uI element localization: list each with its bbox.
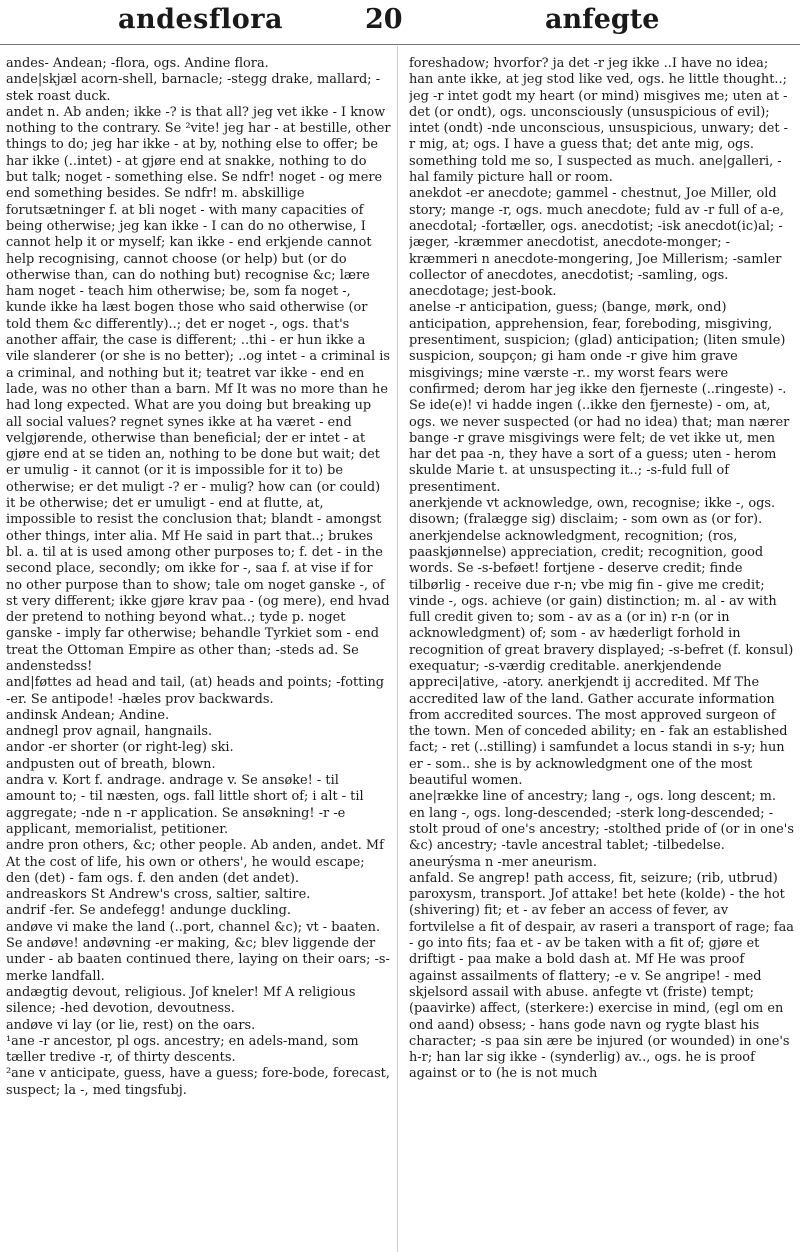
left-column (6, 56, 391, 1248)
header-rule (0, 44, 800, 45)
dictionary-entry: andes- Andean; -flora, ogs. Andine flora. (6, 56, 269, 71)
right-guide-word: anfegte (545, 4, 660, 35)
dictionary-entry: anekdot -er anecdote; gammel - chestnut, Joe Miller, old story; mange -r, ogs. much anecdote; fuld av -r full of a-e, anecdotal; -fortæller, ogs. anecdotist; -isk anecdot(ic)al; -jæger, -kræmmer anecdotist, anecdote-monger; -kræmmeri n anecdote-mongering, Joe Millerism; -samler collector of anecdotes, anecdotist; -samling, ogs. anecdotage; jest-book. (409, 186, 785, 300)
dictionary-entry: andet n. Ab anden; ikke -? is that all? jeg vet ikke - I know nothing to the contrary. Se ²vite! jeg har - at bestille, other things to do; jeg har ikke - at by, nothing else to offer; be har ikke (..intet) - at gjøre end at snakke, nothing to do but talk; noget - something else. Se ndfr! noget - og mere end something besides. Se ndfr! m. abskillige forutsætninger f. at bli noget - with many capacities of being otherwise; jeg kan ikke - I can do no otherwise, I cannot help it or myself; kan ikke - end erkjende cannot help recognising, cannot choose (or help) but (or do otherwise than, can do nothing but) recognise &c; lære ham noget - teach him otherwise; be, som fa noget -, kunde ikke ha læst bogen those who said otherwise (or told them &c differently)..; det er noget -, ogs. that's another affair, the case is different; ..thi - er hun ikke a vile slanderer (or she is no better); ..og intet - a criminal is a criminal, and nothing but it; teatret var ikke - end en lade, was no other than a barn. Mf It was no more than he had long expected. What are you doing but breaking up all social values? regnet synes ikke at ha været - end velgjørende, otherwise than beneficial; der er intet - at gjøre end at se tiden an, nothing to be done but wait; det er umulig - it cannot (or it is impossible for it to) be otherwise; er det muligt -? er - mulig? how can (or could) it be otherwise; det er umuligt - end at flutte, at, impossible to resist the conclusion that; blandt - amongst other things, inter alia. Mf He said in part that..; brukes bl. a. til at is used among other purposes to; f. det - in the second place, secondly; om ikke for -, saa f. at vise if for no other purpose than to show; tale om noget ganske -, of st very different; ikke gjøre krav paa - (og mere), end hvad der pretend to nothing beyond what..; tyde p. noget ganske - imply far otherwise; behandle Tyrkiet som - end treat the Ottoman Empire as other than; -steds ad. Se andenstedss! (6, 104, 391, 674)
right-column (409, 56, 794, 1248)
dictionary-entry: anelse -r anticipation, guess; (bange, mørk, ond) anticipation, apprehension, fear, foreboding, misgiving, presentiment, suspicion; (glad) anticipation; (liten smule) suspicion, soupçon; gi ham onde -r give him grave misgivings; mine værste -r.. my worst fears were confirmed; derom har jeg ikke den fjerneste (..ringeste) -. Se ide(e)! vi hadde ingen (..ikke den fjerneste) - om, at, ogs. we never suspected (or had no idea) that; man nærer bange -r grave misgivings were felt; de vet ikke ut, men har det paa -n, they have a sort of a guess; uten - herom skulde Marie t. at unsuspecting it..; -s-fuld full of presentiment. (409, 300, 790, 495)
dictionary-entry: ande|skjæl acorn-shell, barnacle; -stegg drake, mallard; -stek roast duck. (6, 72, 381, 104)
dictionary-entry: andpusten out of breath, blown. (6, 756, 216, 772)
dictionary-entry: anerkjende vt acknowledge, own, recognise; ikke -, ogs. disown; (fralægge sig) disclaim; - som own as (or for). anerkjendelse acknowledgment, recognition; (ros, paaskjønnelse) appreciation, credit; recognition, good words. Se -s-beføet! fortjene - deserve credit; finde tilbørlig - receive due r-n; vbe mig fin - give me credit; vinde -, ogs. achieve (or gain) distinction; m. al - av with full credit given to; som - av as a (or in) r-n (or in acknowledgment) of; som - av hæderligt forhold in recognition of great bravery displayed; -s-befret (f. konsul) exequatur; -s-værdig creditable. anerkjendende appreci|ative, -atory. anerkjendt ij accredited. Mf The accredited law of the land. Gather accurate information from accredited sources. The most approved surgeon of the town. Men of conceded ability; en - fak an established fact; - ret (..stilling) i samfundet a locus standi in s-y; hun er - som.. she is by acknowledgment one of the most beautiful women. (409, 496, 794, 789)
dictionary-entry: andor -er shorter (or right-leg) ski. (6, 740, 234, 756)
dictionary-entry: andøve vi make the land (..port, channel &c); vt - baaten. Se andøve! andøvning -er making, &c; blev liggende der under - ab baaten continued there, laying on their oars; -s-merke landfall. (6, 919, 390, 984)
dictionary-entry: andre pron others, &c; other people. Ab anden, andet. Mf At the cost of life, his own or others', he would escape; den (det) - fam ogs. f. den anden (det andet). (6, 838, 384, 886)
dictionary-entry: andreaskors St Andrew's cross, saltier, saltire. (6, 887, 311, 903)
page-number: 20 (365, 4, 403, 35)
dictionary-entry: andra v. Kort f. andrage. andrage v. Se ansøke! - til amount to; - til næsten, ogs. fall little short of; i alt - til aggregate; -nde n -r application. Se ansøkning! -r -e applicant, memorialist, petitioner. (6, 773, 364, 837)
dictionary-entry: andrif -fer. Se andefegg! andunge duckling. (6, 903, 291, 919)
dictionary-entry: anfald. Se angrep! path access, fit, seizure; (rib, utbrud) paroxysm, transport. Jof attake! bet hete (kolde) - the hot (shivering) fit; et - av feber an access of fever, av fortvilelse a fit of despair, av raseri a transport of rage; faa - go into fits; faa et - av be taken with a fit of; gjøre et driftigt - paa make a bold dash at. Mf He was proof against assailments of flattery; -e v. Se angripe! - med skjelsord assail with abuse. anfegte vt (friste) tempt; (paavirke) affect, (sterkere:) exercise in mind, (egl om en ond aand) obsess; - hans gode navn og rygte blast his character; -s paa sin ære be injured (or wounded) in one's h-r; han lar sig ikke - (synderlig) av.., ogs. he is proof against or to (he is not much (409, 870, 794, 1082)
dictionary-entry: and|føttes ad head and tail, (at) heads and points; -fotting -er. Se antipode! -hæles prov backwards. (6, 675, 384, 707)
dictionary-entry: ²ane v anticipate, guess, have a guess; fore-bode, forecast, suspect; la -, med tingsfubj. (6, 1066, 390, 1098)
dictionary-entry: foreshadow; hvorfor? ja det -r jeg ikke ..I have no idea; han ante ikke, at jeg stod like ved, ogs. he little thought..; jeg -r intet godt my heart (or mind) misgives me; uten at - det (or ondt), ogs. unconsciously (unsuspicious of evil); intet (ondt) -nde unconscious, unsuspicious, unwary; det -r mig, at; ogs. I have a guess that; det ante mig, ogs. something told me so, I suspected as much. ane|galleri, -hal family picture hall or room. (409, 56, 788, 186)
dictionary-entry: andnegl prov agnail, hangnails. (6, 724, 213, 740)
page-header (0, 0, 800, 46)
dictionary-entry: andægtig devout, religious. Jof kneler! Mf A religious silence; -hed devotion, devoutness. (6, 984, 356, 1017)
dictionary-entry: ¹ane -r ancestor, pl ogs. ancestry; en adels-mand, som tæller tredive -r, of thirty descents. (6, 1033, 359, 1066)
dictionary-entry: ane|række line of ancestry; lang -, ogs. long descent; m. en lang -, ogs. long-descended; -sterk long-descended; -stolt proud of one's ancestry; -stolthed pride of (or in one's &c) ancestry; -tavle ancestral tablet; -tilbedelse. (409, 789, 794, 854)
left-guide-word: andesflora (118, 4, 283, 35)
column-divider (397, 46, 398, 1252)
dictionary-entry: aneurýsma n -mer aneurism. (409, 854, 597, 870)
dictionary-entry: andøve vi lay (or lie, rest) on the oars. (6, 1017, 256, 1033)
dictionary-entry: andinsk Andean; Andine. (6, 707, 170, 723)
